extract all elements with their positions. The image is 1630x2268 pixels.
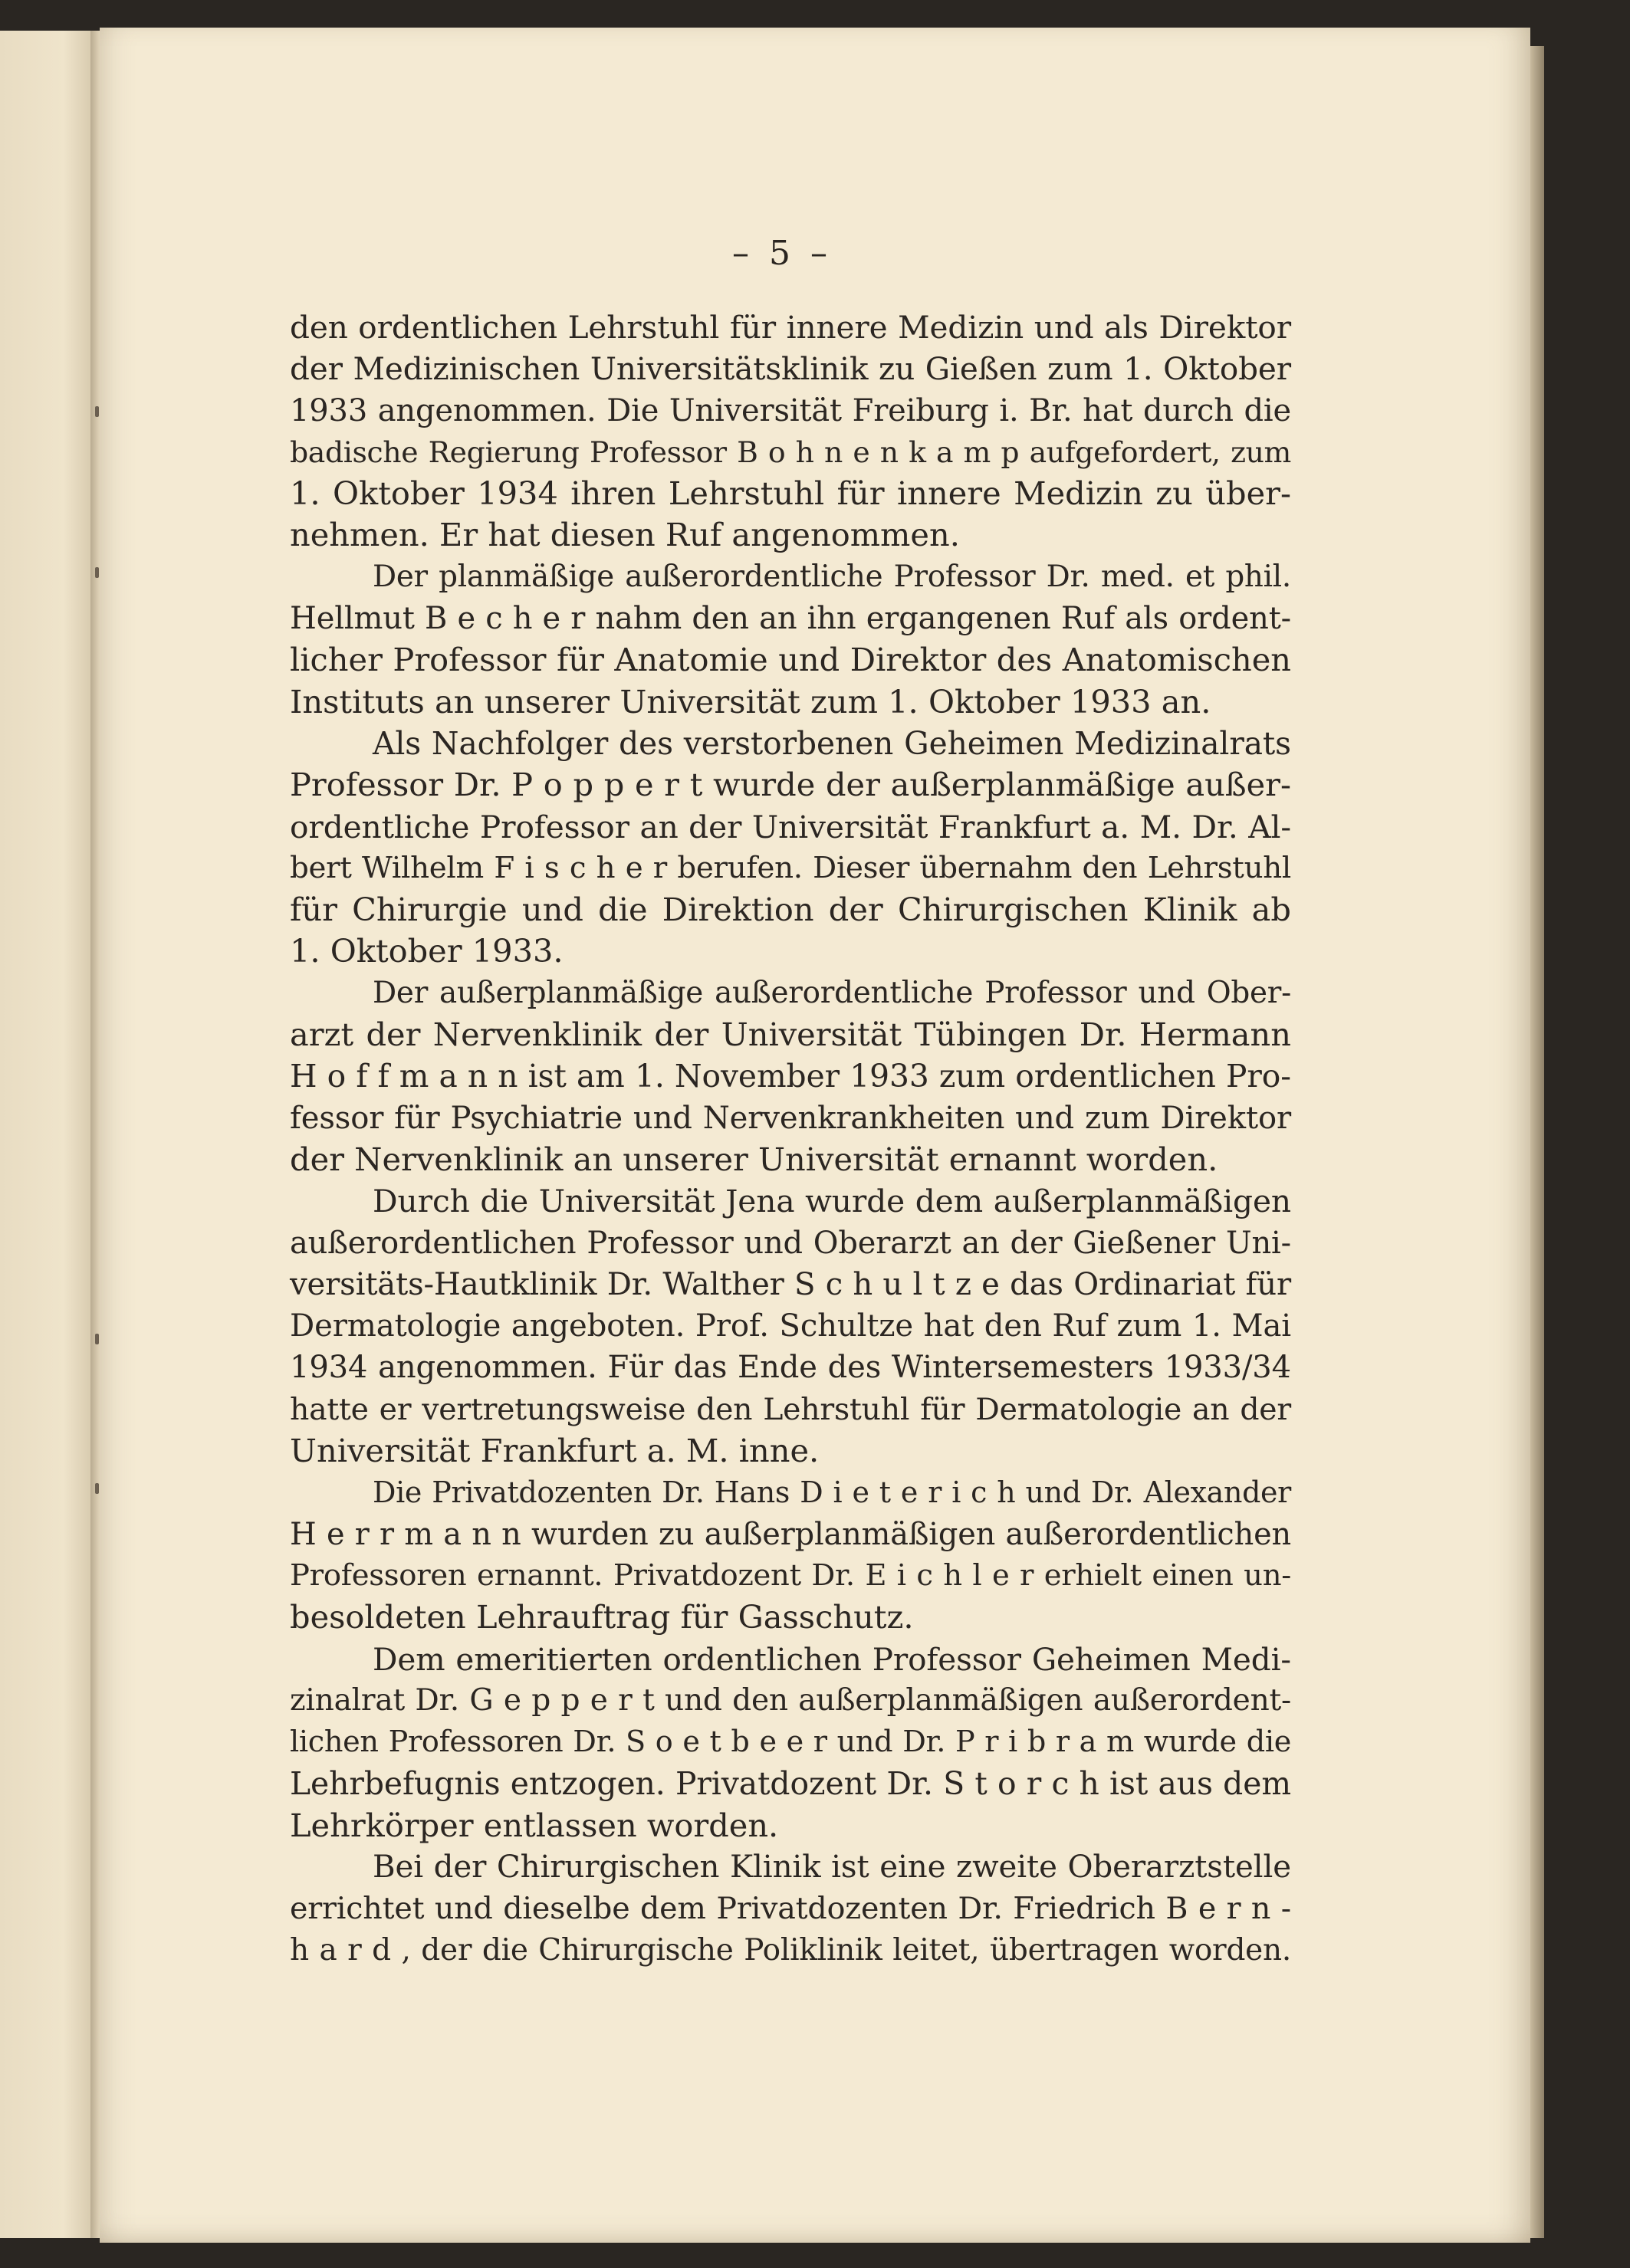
text-line: Der außerplanmäßige außerordentliche Professor und Ober-: [373, 975, 1291, 1010]
binding-mark: [95, 1334, 99, 1344]
page-fore-edge: [1530, 46, 1544, 2238]
page-number: – 5 –: [732, 234, 832, 273]
text-line: 1934 angenommen. Für das Ende des Wintersemesters 1933/34: [290, 1350, 1291, 1386]
text-line: ordentliche Professor an der Universität Frankfurt a. M. Dr. Al-: [290, 808, 1291, 845]
text-line: Durch die Universität Jena wurde dem außerplanmäßigen: [373, 1183, 1291, 1220]
text-line: für Chirurgie und die Direktion der Chirurgischen Klinik ab: [290, 891, 1291, 929]
text-line: Dermatologie angeboten. Prof. Schultze hat den Ruf zum 1. Mai: [290, 1308, 1291, 1344]
text-line: lichen Professoren Dr. S o e t b e e r und Dr. P r i b r a m wurde die: [290, 1725, 1291, 1760]
text-line: den ordentlichen Lehrstuhl für innere Medizin und als Direktor: [290, 309, 1291, 346]
book-gutter: [90, 31, 100, 2238]
binding-mark: [95, 567, 99, 578]
text-line: Hellmut B e c h e r nahm den an ihn ergangenen Ruf als ordent-: [290, 601, 1291, 637]
text-line: zinalrat Dr. G e p p e r t und den außerplanmäßigen außerordent-: [290, 1682, 1291, 1718]
text-line: fessor für Psychiatrie und Nervenkrankheiten und zum Direktor: [290, 1100, 1291, 1136]
text-line: Bei der Chirurgischen Klinik ist eine zweite Oberarztstelle: [373, 1848, 1291, 1885]
body-text: [290, 307, 1291, 1971]
text-line: außerordentlichen Professor und Oberarzt an der Gießener Uni-: [290, 1225, 1291, 1261]
facing-page-edge: [0, 31, 92, 2238]
text-line: nehmen. Er hat diesen Ruf angenommen.: [290, 516, 960, 554]
text-line: Lehrbefugnis entzogen. Privatdozent Dr. S t o r c h ist aus dem: [290, 1765, 1291, 1803]
text-line: Als Nachfolger des verstorbenen Geheimen Medizinalrats: [373, 724, 1291, 762]
text-line: Dem emeritierten ordentlichen Professor Geheimen Medi-: [373, 1640, 1291, 1678]
text-line: Der planmäßige außerordentliche Professor Dr. med. et phil.: [373, 559, 1291, 594]
text-line: H o f f m a n n ist am 1. November 1933 zum ordentlichen Pro-: [290, 1058, 1291, 1095]
text-line: bert Wilhelm F i s c h e r berufen. Dieser übernahm den Lehrstuhl: [290, 850, 1291, 885]
text-line: der Nervenklinik an unserer Universität ernannt worden.: [290, 1140, 1218, 1178]
text-line: badische Regierung Professor B o h n e n k a m p aufgefordert, zum: [290, 435, 1291, 469]
binding-mark: [95, 1483, 99, 1494]
text-line: licher Professor für Anatomie und Direktor des Anatomischen: [290, 641, 1291, 679]
text-line: 1933 angenommen. Die Universität Freiburg i. Br. hat durch die: [290, 392, 1291, 428]
text-line: besoldeten Lehrauftrag für Gasschutz.: [290, 1598, 914, 1636]
text-line: H e r r m a n n wurden zu außerplanmäßigen außerordentlichen: [290, 1516, 1291, 1552]
text-line: Professoren ernannt. Privatdozent Dr. E i c h l e r erhielt einen un-: [290, 1557, 1291, 1593]
text-line: arzt der Nervenklinik der Universität Tübingen Dr. Hermann: [290, 1016, 1291, 1054]
text-line: 1. Oktober 1933.: [290, 932, 564, 970]
text-line: der Medizinischen Universitätsklinik zu Gießen zum 1. Oktober: [290, 350, 1291, 388]
text-line: Universität Frankfurt a. M. inne.: [290, 1432, 820, 1470]
text-line: versitäts-Hautklinik Dr. Walther S c h u l t z e das Ordinariat für: [290, 1266, 1291, 1302]
binding-mark: [95, 406, 99, 417]
text-line: hatte er vertretungsweise den Lehrstuhl für Dermatologie an der: [290, 1391, 1291, 1427]
text-line: Die Privatdozenten Dr. Hans D i e t e r i c h und Dr. Alexander: [373, 1475, 1291, 1510]
text-line: Lehrkörper entlassen worden.: [290, 1806, 779, 1844]
text-line: Professor Dr. P o p p e r t wurde der außerplanmäßige außer-: [290, 766, 1291, 804]
text-line: 1. Oktober 1934 ihren Lehrstuhl für innere Medizin zu über-: [290, 474, 1291, 513]
text-line: h a r d , der die Chirurgische Poliklinik leitet, übertragen worden.: [290, 1932, 1291, 1968]
text-line: errichtet und dieselbe dem Privatdozenten Dr. Friedrich B e r n -: [290, 1891, 1291, 1927]
text-line: Instituts an unserer Universität zum 1. Oktober 1933 an.: [290, 682, 1211, 720]
